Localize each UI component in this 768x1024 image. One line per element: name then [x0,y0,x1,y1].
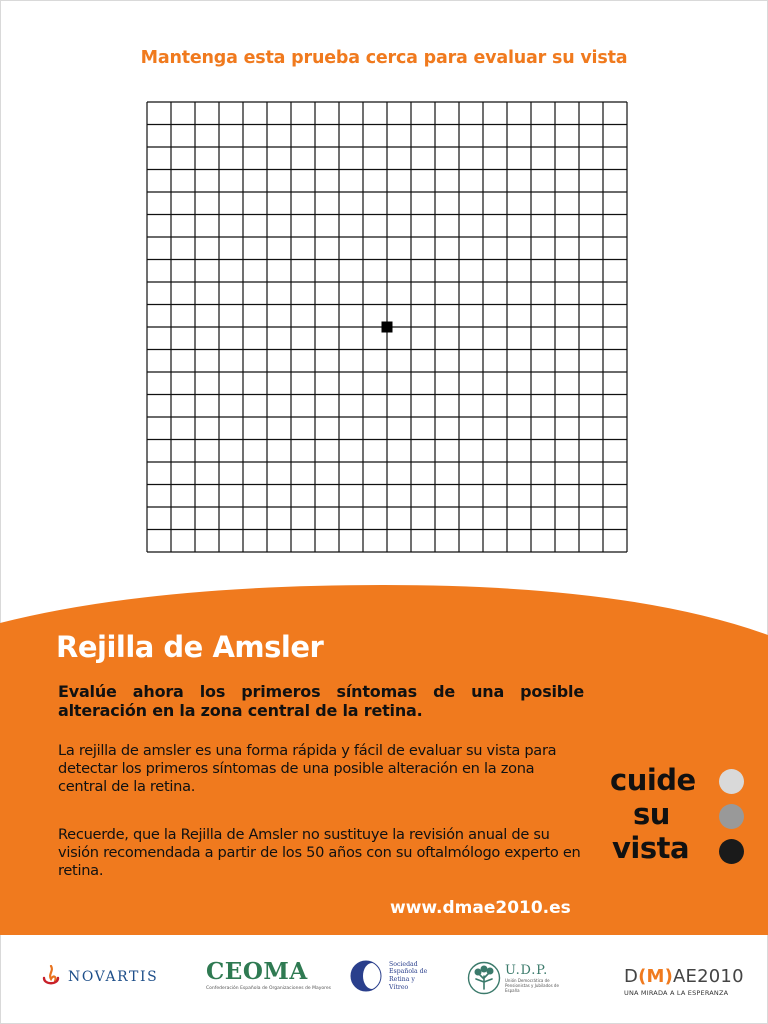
ceoma-subtitle: Confederación Española de Organizaciones de Mayores [206,986,331,991]
ceoma-wordmark: CEOMA [206,958,308,985]
dmae-part-d: D [624,966,639,987]
serv-eye-icon [348,958,384,994]
serv-name: Sociedad Española de Retina y Vítreo [389,960,428,991]
dmae2010-wordmark [624,967,744,987]
slogan-word-su: su [633,797,670,831]
sponsor-logos [0,935,768,1024]
slogan-word-vista: vista [612,831,690,865]
udp-tree-icon [467,961,501,995]
description-paragraph: La rejilla de amsler es una forma rápida y fácil de evaluar su vista para detectar los primeros síntomas de una posible alteración en la zona central de la retina. [58,742,557,795]
udp-subtitle: Unión Democrática de Pensionistas y Jubilados de España [505,977,559,993]
amsler-grid-svg [146,101,628,553]
instruction-heading: Mantenga esta prueba cerca para evaluar su vista [140,48,628,68]
dmae2010-tagline: UNA MIRADA A LA ESPERANZA [624,989,729,997]
dmae2010-logo [624,967,744,997]
slogan-dot-mid [719,804,744,829]
dmae-part-ae2010: AE2010 [673,966,744,987]
novartis-wordmark: NOVARTIS [68,969,159,985]
website-link[interactable]: www.dmae2010.es [390,898,571,918]
ceoma-logo [206,960,331,991]
dmae-part-m: (M) [638,966,674,987]
serv-logo [348,958,429,994]
reminder-paragraph: Recuerde, que la Rejilla de Amsler no sustituye la revisión anual de su visión recomendada a partir de los 50 años con su oftalmólogo experto en retina. [58,826,581,879]
slogan-dot-light [719,769,744,794]
lead-text: Evalúe ahora los primeros síntomas de una posible alteración en la zona central de la retina. [58,682,584,720]
section-title: Rejilla de Amsler [56,630,324,664]
grid-center-fixation-dot [382,322,393,333]
slogan-dot-dark [719,839,744,864]
udp-logo [467,961,569,995]
novartis-flame-icon [40,965,62,989]
udp-wordmark: U.D.P. [505,962,549,978]
novartis-logo [40,965,158,989]
slogan-word-cuide: cuide [610,763,696,797]
amsler-grid [146,101,628,553]
